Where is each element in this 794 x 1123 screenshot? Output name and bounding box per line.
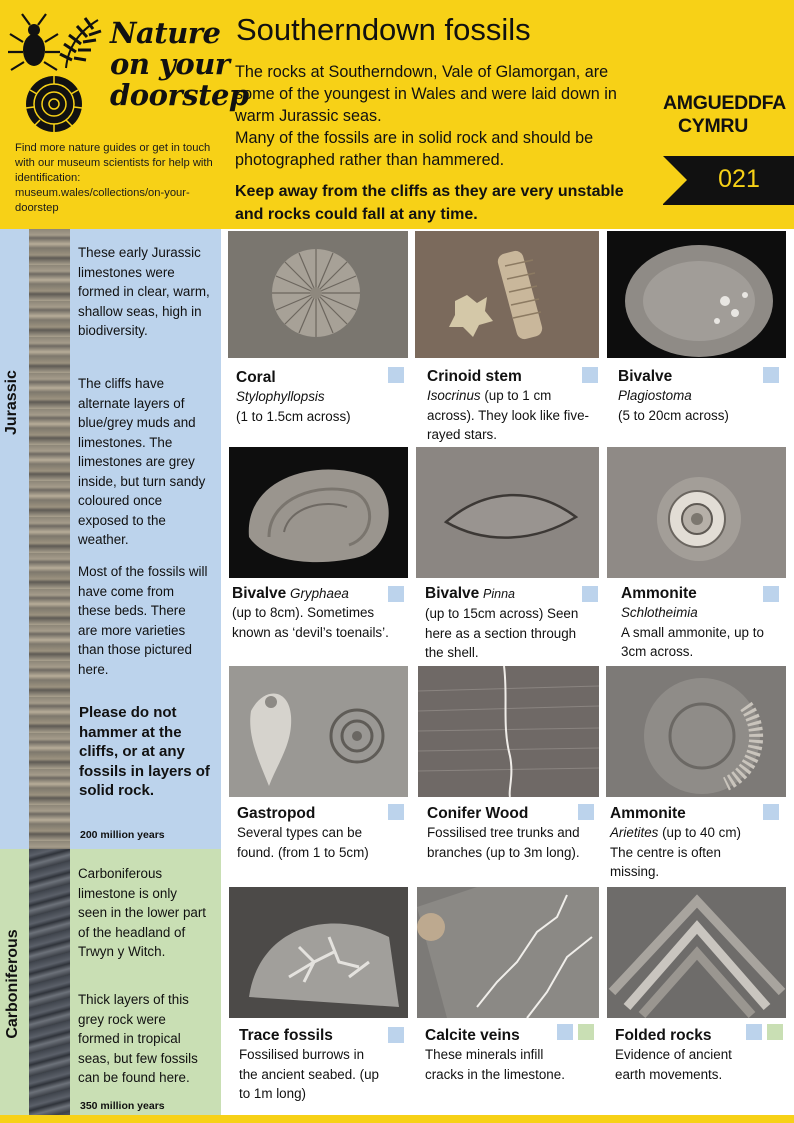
- fossil-caption-plagiostoma: Bivalve Plagiostoma (5 to 20cm across): [618, 368, 729, 423]
- fossil-caption-conifer-wood: Conifer Wood Fossilised tree trunks and branches (up to 3m long).: [427, 805, 580, 860]
- jurassic-paragraph: Most of the fossils will have come from these beds. There are more varieties than those pictured here.: [78, 564, 208, 677]
- fossil-caption-gastropod: Gastropod Several types can be found. (from 1 to 5cm): [237, 805, 369, 860]
- trace-fossils-photo: [229, 887, 408, 1018]
- checkbox[interactable]: [578, 804, 594, 820]
- schlotheimia-photo: [607, 447, 786, 578]
- jurassic-age: 200 million years: [80, 829, 165, 841]
- fossil-caption-pinna: Bivalve Pinna (up to 15cm across) Seen here as a section through the shell.: [425, 585, 579, 660]
- carboniferous-label: Carboniferous: [4, 929, 21, 1039]
- intro-text: The rocks at Southerndown, Vale of Glamorgan, are some of the youngest in Wales and were laid down in warm Jurassic seas. Many of the fossils are in solid rock and should be photographed rather than hammered.: [235, 63, 617, 169]
- checkbox[interactable]: [557, 1024, 573, 1040]
- jurassic-paragraph: The cliffs have alternate layers of blue/grey muds and limestones. The limestones are grey inside, but turn sandy coloured once exposed to the weather.: [78, 376, 206, 547]
- checkbox[interactable]: [582, 586, 598, 602]
- conifer-wood-photo: [418, 666, 599, 797]
- checkbox[interactable]: [582, 367, 598, 383]
- checkbox[interactable]: [388, 586, 404, 602]
- checkbox[interactable]: [746, 1024, 762, 1040]
- footer-bar: [0, 1115, 794, 1123]
- fossil-caption-coral: Coral Stylophyllopsis (1 to 1.5cm across): [236, 369, 351, 424]
- checkbox[interactable]: [767, 1024, 783, 1040]
- crinoid-photo: [415, 231, 599, 358]
- pinna-photo: [416, 447, 599, 578]
- checkbox[interactable]: [388, 1027, 404, 1043]
- fossil-caption-calcite-veins: Calcite veins These minerals infill cracks in the limestone.: [425, 1027, 565, 1082]
- checkbox[interactable]: [763, 367, 779, 383]
- guide-number-tag: 021: [663, 156, 794, 205]
- coral-photo: [228, 231, 408, 358]
- carboniferous-paragraph: Thick layers of this grey rock were formed in tropical seas, but few fossils can be found here.: [78, 992, 198, 1085]
- carboniferous-age: 350 million years: [80, 1100, 165, 1112]
- museum-brand-logo: AMGUEDDFA CYMRU: [663, 92, 786, 137]
- fossil-caption-schlotheimia: Ammonite Schlotheimia A small ammonite, up to 3cm across.: [621, 585, 764, 659]
- cliff-warning: Keep away from the cliffs as they are very unstable and rocks could fall at any time.: [235, 183, 624, 223]
- checkbox[interactable]: [763, 804, 779, 820]
- find-more-info: Find more nature guides or get in touch with our museum scientists for help with identification: museum.wales/collections/on-your-doorstep: [15, 142, 213, 214]
- checkbox[interactable]: [578, 1024, 594, 1040]
- fossil-caption-crinoid: Crinoid stem Isocrinus (up to 1 cm across). They look like five-rayed stars.: [427, 368, 589, 442]
- hammer-warning: Please do not hammer at the cliffs, or at any fossils in layers of solid rock.: [79, 704, 210, 799]
- fossil-caption-folded-rocks: Folded rocks Evidence of ancient earth movements.: [615, 1027, 732, 1082]
- fossil-caption-trace-fossils: Trace fossils Fossilised burrows in the ancient seabed. (up to 1m long): [239, 1027, 379, 1101]
- page-title: Southerndown fossils: [236, 12, 531, 47]
- header: [0, 0, 794, 229]
- jurassic-paragraph: These early Jurassic limestones were formed in clear, warm, shallow seas, high in biodiversity.: [78, 245, 210, 338]
- checkbox[interactable]: [763, 586, 779, 602]
- arietites-photo: [606, 666, 786, 797]
- checkbox[interactable]: [388, 367, 404, 383]
- fossil-caption-gryphaea: Bivalve Gryphaea (up to 8cm). Sometimes known as ‘devil’s toenails’.: [232, 585, 389, 640]
- folded-rocks-photo: [607, 887, 786, 1018]
- calcite-veins-photo: [417, 887, 599, 1018]
- checkbox[interactable]: [388, 804, 404, 820]
- carboniferous-paragraph: Carboniferous limestone is only seen in the lower part of the headland of Trwyn y Witch.: [78, 866, 207, 959]
- carboniferous-cliff-photo: [29, 849, 70, 1115]
- jurassic-label: Jurassic: [3, 370, 20, 435]
- gastropod-photo: [229, 666, 408, 797]
- logo-text: Nature on your doorstep: [110, 16, 249, 112]
- plagiostoma-photo: [607, 231, 786, 358]
- jurassic-cliff-photo: [29, 229, 70, 849]
- gryphaea-photo: [229, 447, 408, 578]
- fossil-caption-arietites: Ammonite Arietites (up to 40 cm) The centre is often missing.: [610, 805, 741, 879]
